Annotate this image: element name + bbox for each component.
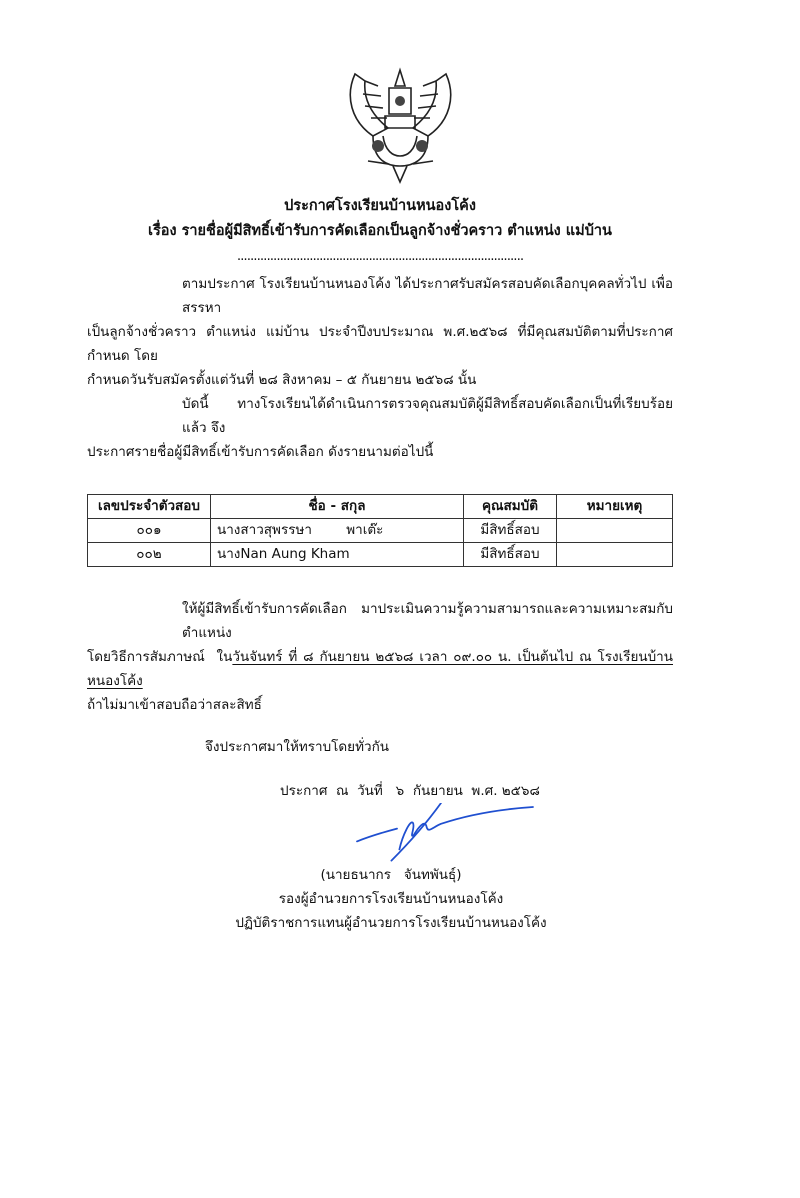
table-header-row bbox=[88, 495, 673, 519]
para3-line2 bbox=[87, 645, 673, 693]
header-name: ชื่อ - สกุล bbox=[211, 495, 464, 519]
signer-acting-position: ปฏิบัติราชการแทนผู้อำนวยการโรงเรียนบ้านหนองโค้ง bbox=[235, 915, 547, 931]
cell-exam-id: ๐๐๑ bbox=[88, 519, 211, 543]
signature-block bbox=[87, 779, 673, 935]
signature-scribble bbox=[330, 803, 560, 863]
header-note: หมายเหตุ bbox=[557, 495, 673, 519]
document-body bbox=[87, 194, 673, 935]
paragraph-3 bbox=[87, 597, 673, 717]
closing-line: จึงประกาศมาให้ทราบโดยทั่วกัน bbox=[205, 739, 389, 755]
signer-name: (นายธนากร จันทพันธุ์) bbox=[320, 867, 462, 883]
para3-line3: ถ้าไม่มาเข้าสอบถือว่าสละสิทธิ์ bbox=[87, 697, 262, 713]
announcement-subject: เรื่อง รายชื่อผู้มีสิทธิ์เข้ารับการคัดเลือกเป็นลูกจ้างชั่วคราว ตำแหน่ง แม่บ้าน bbox=[148, 223, 612, 239]
cell-note bbox=[557, 519, 673, 543]
announcement-date: ประกาศ ณ วันที่ ๖ กันยายน พ.ศ. ๒๕๖๘ bbox=[280, 783, 540, 799]
cell-exam-id: ๐๐๒ bbox=[88, 543, 211, 567]
candidate-table bbox=[87, 494, 673, 567]
header-exam-id: เลขประจำตัวสอบ bbox=[88, 495, 211, 519]
para2-line2: ประกาศรายชื่อผู้มีสิทธิ์เข้ารับการคัดเลือก ดังรายนามต่อไปนี้ bbox=[87, 444, 434, 460]
para3-line2-prefix: โดยวิธีการสัมภาษณ์ ใน bbox=[87, 649, 233, 665]
cell-name: นางสาวสุพรรษา พาเต๊ะ bbox=[211, 519, 464, 543]
cell-qualification: มีสิทธิ์สอบ bbox=[464, 519, 557, 543]
announcement-title: ประกาศโรงเรียนบ้านหนองโค้ง bbox=[284, 198, 476, 214]
paragraph-2 bbox=[87, 392, 673, 464]
signer-position: รองผู้อำนวยการโรงเรียนบ้านหนองโค้ง bbox=[278, 891, 504, 907]
table-row bbox=[88, 543, 673, 567]
separator-dots: ....................................................................................... bbox=[236, 248, 524, 264]
para2-line1: บัดนี้ ทางโรงเรียนได้ดำเนินการตรวจคุณสมบัติผู้มีสิทธิ์สอบคัดเลือกเป็นที่เรียบร้อยแล้ว จึง bbox=[182, 396, 673, 436]
interview-schedule: วันจันทร์ ที่ ๘ กันยายน ๒๕๖๘ เวลา ๐๙.๐๐ น. เป็นต้นไป ณ โรงเรียนบ้านหนองโค้ง bbox=[87, 649, 673, 689]
cell-qualification: มีสิทธิ์สอบ bbox=[464, 543, 557, 567]
para1-line2: เป็นลูกจ้างชั่วคราว ตำแหน่ง แม่บ้าน ประจำปีงบประมาณ พ.ศ.๒๕๖๘ ที่มีคุณสมบัติตามที่ประกาศกำหนด โดย bbox=[87, 324, 673, 364]
header-qualification: คุณสมบัติ bbox=[464, 495, 557, 519]
table-row bbox=[88, 519, 673, 543]
garuda-emblem bbox=[343, 66, 458, 184]
cell-note bbox=[557, 543, 673, 567]
para3-line1: ให้ผู้มีสิทธิ์เข้ารับการคัดเลือก มาประเมินความรู้ความสามารถและความเหมาะสมกับตำแหน่ง bbox=[182, 601, 673, 641]
cell-name: นางNan Aung Kham bbox=[211, 543, 464, 567]
para1-line1: ตามประกาศ โรงเรียนบ้านหนองโค้ง ได้ประกาศรับสมัครสอบคัดเลือกบุคคลทั่วไป เพื่อสรรหา bbox=[182, 276, 673, 316]
para1-line3: กำหนดวันรับสมัครตั้งแต่วันที่ ๒๘ สิงหาคม – ๕ กันยายน ๒๕๖๘ นั้น bbox=[87, 372, 477, 388]
paragraph-1 bbox=[87, 272, 673, 392]
